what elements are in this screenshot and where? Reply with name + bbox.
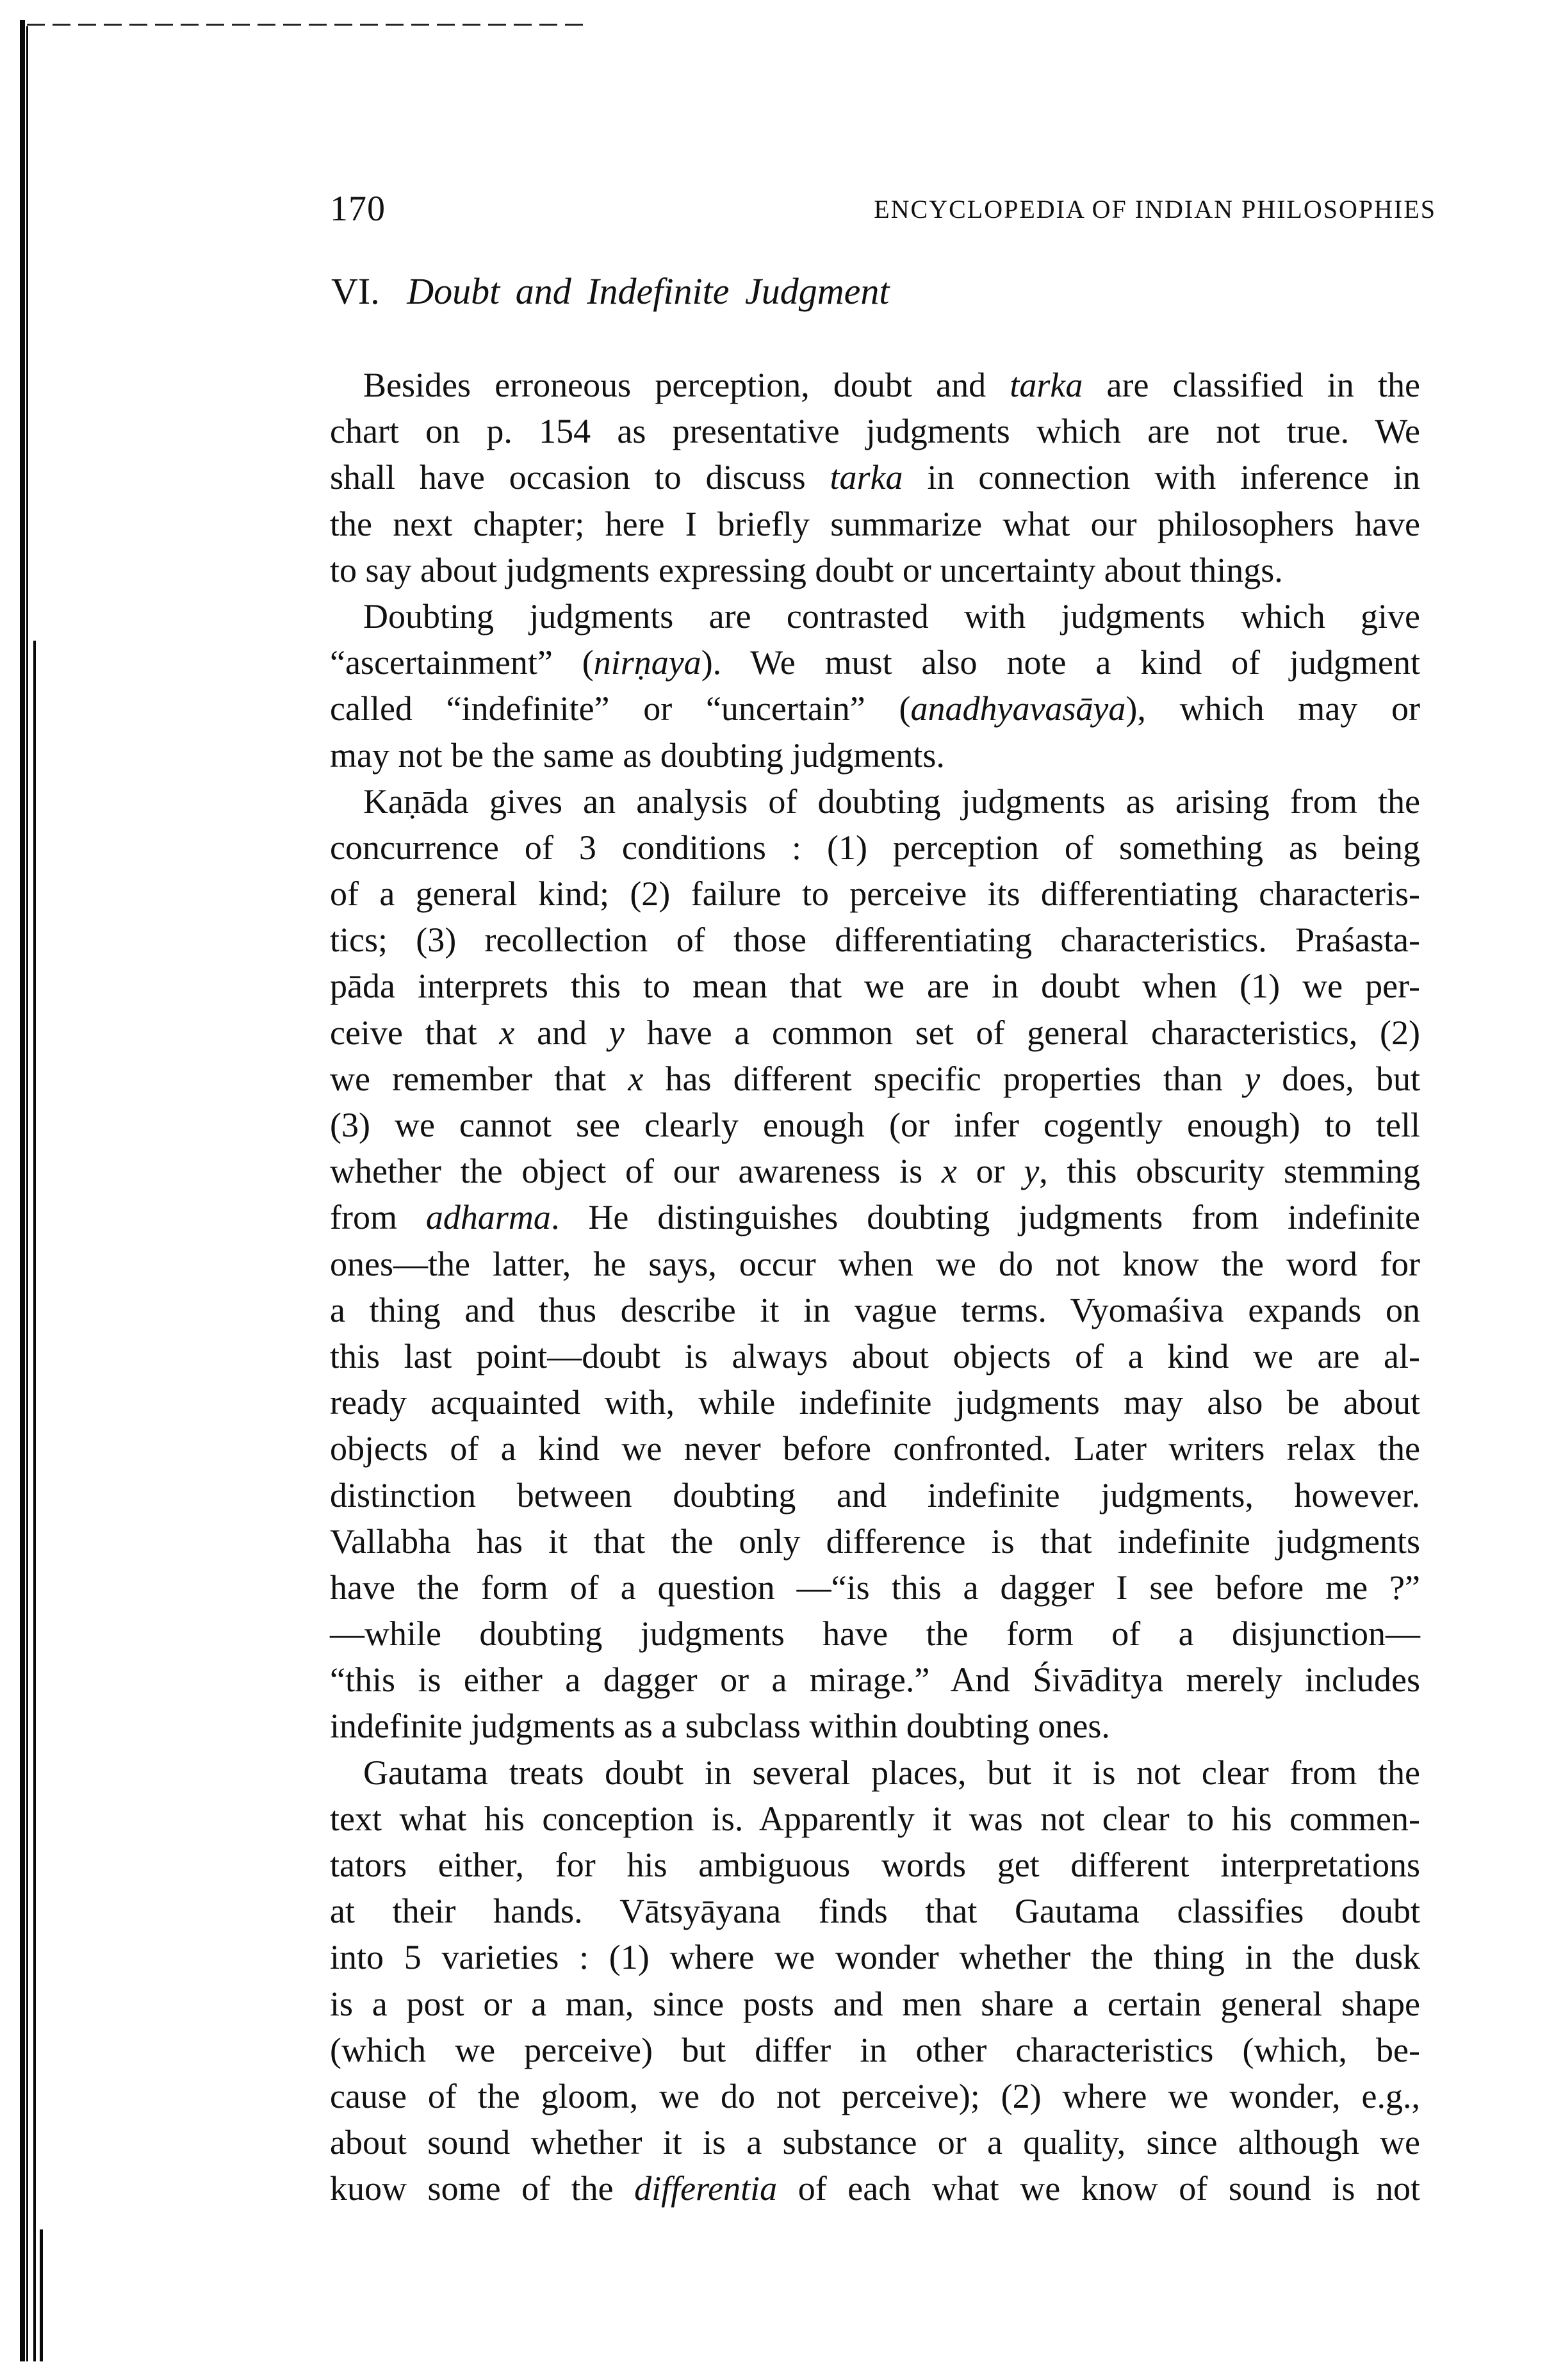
text-segment: a thing and thus describe it in vague terms. Vyomaśiva expands on	[330, 1290, 1420, 1329]
text-segment: ). We must also note a kind of judgment	[701, 643, 1421, 682]
text-line	[330, 547, 1420, 593]
text-line	[330, 1981, 1420, 2027]
text-line	[330, 1657, 1420, 1703]
text-line	[330, 1194, 1420, 1240]
text-segment: (which we perceive) but differ in other characteristics (which, be-	[330, 2030, 1420, 2069]
text-line	[330, 1842, 1420, 1888]
text-line	[330, 1241, 1420, 1287]
text-segment: concurrence of 3 conditions : (1) perception of something as being	[330, 828, 1420, 867]
italic-term: y	[1024, 1152, 1040, 1191]
text-segment: Besides erroneous perception, doubt and	[363, 366, 1010, 404]
italic-term: anadhyavasāya	[910, 689, 1126, 728]
text-segment: “ascertainment” (	[330, 643, 594, 682]
italic-term: differentia	[634, 2169, 778, 2208]
text-line	[330, 639, 1420, 685]
text-line	[330, 1056, 1420, 1102]
scan-binding-edge-outer	[20, 20, 25, 2361]
text-segment: or	[956, 1152, 1024, 1191]
text-segment: chart on p. 154 as presentative judgments which are not true. We	[330, 412, 1420, 451]
italic-term: y	[609, 1013, 625, 1052]
text-line	[330, 1102, 1420, 1148]
running-head: ENCYCLOPEDIA OF INDIAN PHILOSOPHIES	[874, 195, 1436, 224]
text-segment: into 5 varieties : (1) where we wonder whether the thing in the dusk	[330, 1938, 1420, 1977]
text-segment: ceive that	[330, 1013, 500, 1052]
text-line	[330, 1425, 1420, 1472]
text-segment: in connection with inference in	[903, 458, 1420, 497]
text-line	[330, 1472, 1420, 1518]
text-segment: “this is either a dagger or a mirage.” And Śivāditya merely includes	[330, 1661, 1420, 1700]
scan-binding-edge-line	[33, 641, 36, 2361]
text-line	[330, 778, 1420, 825]
italic-term: x	[499, 1013, 515, 1052]
text-segment: kuow some of the	[330, 2169, 635, 2208]
scan-top-edge	[27, 24, 591, 26]
text-segment: of a general kind; (2) failure to perceive its differentiating characteris-	[330, 874, 1420, 914]
paragraph	[330, 778, 1420, 1750]
text-line	[330, 2027, 1420, 2073]
section-heading	[331, 269, 889, 314]
scan-binding-edge-inner	[26, 26, 28, 2361]
text-segment: shall have occasion to discuss	[330, 458, 830, 497]
text-line	[330, 1564, 1420, 1611]
text-segment: tics; (3) recollection of those differentiating characteristics. Praśasta-	[330, 921, 1420, 960]
text-line	[330, 1010, 1420, 1056]
text-line	[330, 825, 1420, 871]
text-segment: have the form of a question —“is this a dagger I see before me ?”	[330, 1568, 1420, 1607]
text-segment: and	[514, 1013, 609, 1052]
text-segment: this last point—doubt is always about objects of a kind we are al-	[330, 1336, 1420, 1375]
text-line	[330, 408, 1420, 454]
italic-term: nirṇaya	[593, 643, 701, 682]
text-line	[330, 963, 1420, 1009]
text-line	[330, 1333, 1420, 1379]
text-line	[330, 1796, 1420, 1842]
text-line	[330, 917, 1420, 963]
text-segment: —while doubting judgments have the form of a disjunction—	[330, 1614, 1420, 1654]
text-line	[330, 1703, 1420, 1749]
text-segment: called “indefinite” or “uncertain” (	[330, 689, 911, 728]
text-segment: ), which may or	[1125, 689, 1420, 728]
text-segment: to say about judgments expressing doubt or uncertainty about things.	[330, 550, 1283, 589]
text-line	[330, 1518, 1420, 1564]
text-segment: text what his conception is. Apparently it was not clear to his commen-	[330, 1799, 1420, 1838]
italic-term: tarka	[1010, 366, 1083, 404]
text-segment: Vallabha has it that the only difference is that indefinite judgments	[330, 1522, 1420, 1561]
text-segment: are classified in the	[1083, 366, 1420, 404]
body-text	[330, 362, 1420, 2212]
italic-term: tarka	[830, 458, 903, 497]
text-segment: have a common set of general characteristics, (2)	[624, 1013, 1420, 1052]
text-line	[330, 593, 1420, 639]
text-segment: ready acquainted with, while indefinite judgments may also be about	[330, 1383, 1420, 1422]
text-segment: is a post or a man, since posts and men share a certain general shape	[330, 1984, 1420, 2023]
text-segment: , this obscurity stemming	[1039, 1152, 1420, 1191]
text-segment: indefinite judgments as a subclass within doubting ones.	[330, 1707, 1110, 1746]
text-line	[330, 732, 1420, 778]
italic-term: adharma	[425, 1198, 551, 1237]
text-line	[330, 1750, 1420, 1796]
text-segment: has different specific properties than	[643, 1059, 1245, 1098]
text-line	[330, 1379, 1420, 1425]
text-segment: from	[330, 1198, 426, 1237]
text-line	[330, 2165, 1420, 2212]
text-line	[330, 1148, 1420, 1194]
text-segment: objects of a kind we never before confronted. Later writers relax the	[330, 1429, 1420, 1468]
text-segment: distinction between doubting and indefinite judgments, however.	[330, 1475, 1420, 1514]
text-segment: at their hands. Vātsyāyana finds that Gautama classifies doubt	[330, 1892, 1420, 1931]
text-segment: we remember that	[330, 1059, 628, 1098]
text-line	[330, 1611, 1420, 1657]
text-line	[330, 501, 1420, 547]
paragraph	[330, 593, 1420, 778]
text-segment: Gautama treats doubt in several places, but it is not clear from the	[363, 1753, 1420, 1792]
text-line	[330, 454, 1420, 500]
text-segment: about sound whether it is a substance or a quality, since although we	[330, 2123, 1420, 2162]
text-line	[330, 2073, 1420, 2119]
italic-term: y	[1245, 1059, 1261, 1098]
text-line	[330, 362, 1420, 408]
text-segment: Kaṇāda gives an analysis of doubting judgments as arising from the	[363, 782, 1420, 821]
text-segment: may not be the same as doubting judgments.	[330, 735, 945, 775]
text-segment: pāda interprets this to mean that we are in doubt when (1) we per-	[330, 967, 1420, 1006]
text-segment: ones—the latter, he says, occur when we do not know the word for	[330, 1244, 1420, 1283]
text-line	[330, 685, 1420, 732]
text-line	[330, 1888, 1420, 1934]
text-segment: the next chapter; here I briefly summarize what our philosophers have	[330, 504, 1420, 543]
italic-term: x	[628, 1059, 644, 1098]
text-segment: whether the object of our awareness is	[330, 1152, 942, 1191]
scan-binding-edge-line-2	[40, 2229, 43, 2361]
text-line	[330, 1934, 1420, 1980]
text-segment: of each what we know of sound is not	[777, 2169, 1420, 2208]
page-number: 170	[330, 189, 386, 229]
text-segment: . He distinguishes doubting judgments from indefinite	[550, 1198, 1420, 1237]
text-segment: cause of the gloom, we do not perceive); (2) where we wonder, e.g.,	[330, 2076, 1420, 2115]
text-segment: does, but	[1260, 1059, 1420, 1098]
text-line	[330, 1287, 1420, 1333]
italic-term: x	[941, 1152, 957, 1191]
text-line	[330, 2119, 1420, 2165]
section-number: VI.	[331, 270, 380, 312]
paragraph	[330, 362, 1420, 593]
text-segment: tators either, for his ambiguous words get different interpretations	[330, 1846, 1420, 1884]
text-segment: (3) we cannot see clearly enough (or infer cogently enough) to tell	[330, 1106, 1420, 1144]
section-title: Doubt and Indefinite Judgment	[407, 270, 890, 312]
paragraph	[330, 1750, 1420, 2212]
text-line	[330, 871, 1420, 917]
text-segment: Doubting judgments are contrasted with judgments which give	[363, 596, 1420, 636]
